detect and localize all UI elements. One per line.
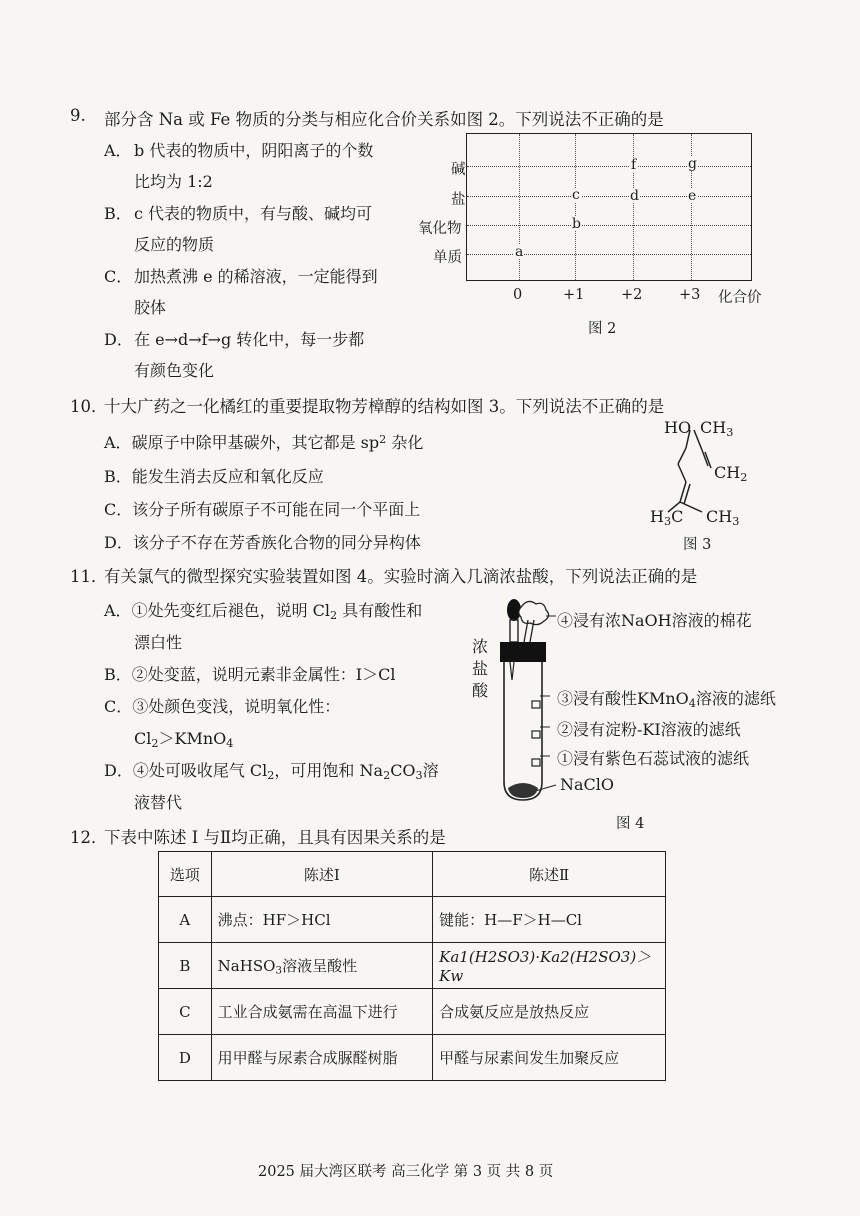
q10-option-c-text: 该分子所有碳原子不可能在同一个平面上 [132,500,421,519]
fig4-label-1: ①浸有紫色石蕊试液的滤纸 [557,749,750,768]
point-c: c [572,187,580,203]
q9-option-c-line1: 加热煮沸 e 的稀溶液，一定能得到 [134,267,378,286]
nahso-sub: 3 [275,964,283,977]
q10-number: 10． [70,397,108,416]
table-cell-s2: Ka1(H2SO3)·Ka2(H2SO3)＞Kw [433,943,666,989]
q11-option-c-label: C． [104,697,133,716]
q11-option-c-line2 [134,726,233,750]
q10-option-b-text: 能发生消去反应和氧化反应 [131,467,324,486]
q10-option-c [104,497,420,520]
dropper-tube [510,620,518,642]
ch2-text: CH [714,463,741,482]
table-header-statement2: 陈述Ⅱ [433,852,666,897]
q11-option-a [104,598,422,622]
fig4-solid-label: NaClO [560,775,615,794]
table-cell-option: C [159,989,212,1035]
q9-option-b-line2: 反应的物质 [134,235,215,254]
acid-label-3: 酸 [472,681,489,700]
figure-4-caption: 图 4 [616,816,645,832]
table-row [159,943,666,989]
fig3-ch3-right [706,507,739,528]
q9-stem: 部分含 Na 或 Fe 物质的分类与相应化合价关系如图 2。下列说法不正确的是 [104,110,664,129]
d-post: 溶 [422,761,439,780]
h3c-sub: 3 [663,514,672,528]
table-cell-s1 [211,943,432,989]
d-sub2: 2 [383,768,391,782]
h3c-h: H [650,507,664,526]
q9-option-a-line1: b 代表的物质中，阴阳离子的个数 [134,141,374,160]
table-row [159,989,666,1035]
q10-option-a-tail: 杂化 [386,433,424,452]
q11-option-a-line2: 漂白性 [134,633,183,652]
q11-option-c-text: ③处颜色变浅，说明氧化性： [132,697,341,716]
q11-option-d-label: D． [104,761,133,780]
grid-hline [467,254,751,255]
q9-option-d-label: D． [104,330,133,349]
d-sub1: 2 [267,768,275,782]
q11-option-c [104,694,340,717]
figure-2-caption: 图 2 [588,321,617,337]
x-tick-plus1: +1 [563,287,585,303]
table-cell-s1: 用甲醛与尿素合成脲醛树脂 [211,1035,432,1081]
grid-vline [633,134,634,280]
q10-option-d-text: 该分子不存在芳香族化合物的同分异构体 [132,533,421,552]
table-header-row [159,852,666,897]
table-header-statement1: 陈述Ⅰ [211,852,432,897]
q9-option-b-label: B． [104,204,132,223]
fig3-ho: HO [664,418,692,437]
point-d: d [630,188,639,204]
d-mid2: CO [390,761,416,780]
table-cell-s1: 沸点：HF＞HCl [211,897,432,943]
q10-option-a-sup: 2 [379,432,387,446]
ch3-sub: 3 [726,425,734,439]
q11-option-b-text: ②处变蓝，说明元素非金属性：I＞Cl [131,665,396,684]
fig3-ch3-top [700,418,733,439]
q9-option-c-label: C． [104,267,133,286]
point-a: a [515,244,524,260]
fig4-label-2: ②浸有淀粉-KI溶液的滤纸 [557,720,741,739]
table-cell-s2: 甲醛与尿素间发生加聚反应 [433,1035,666,1081]
naclo-solid [508,783,538,798]
q12-stem: 下表中陈述 I 与Ⅱ均正确，且具有因果关系的是 [104,828,446,847]
y-label-element: 单质 [433,250,462,266]
q11-option-b-label: B． [104,665,132,684]
q11-number: 11． [70,567,108,586]
filter-paper-1 [532,759,540,766]
kmno-text: ＞KMnO [158,729,227,748]
table-cell-option: B [159,943,212,989]
x-tick-0: 0 [513,287,523,303]
q11-option-d-line2: 液替代 [134,793,183,812]
filter-paper-3 [532,701,540,708]
x-axis-label: 化合价 [718,290,762,306]
bond [678,448,686,464]
ch3r-sub: 3 [732,514,740,528]
q10-option-b-label: B． [104,467,132,486]
q10-option-a [104,430,423,453]
table-cell-option: A [159,897,212,943]
nahso-text: NaHSO [217,956,276,975]
label3-sub: 4 [688,696,696,710]
q10-option-d-label: D． [104,533,133,552]
point-f: f [631,157,637,173]
point-e: e [688,188,697,204]
bond [678,464,686,482]
x-tick-plus3: +3 [679,287,701,303]
table-cell-s1: 工业合成氨需在高温下进行 [211,989,432,1035]
q12-table [158,851,666,1081]
table-cell-s2: 键能：H—F＞H—Cl [433,897,666,943]
q9-option-a-label: A． [104,141,132,160]
cl-sub: 2 [151,736,159,750]
nahso-tail: 溶液呈酸性 [282,956,358,975]
point-b: b [572,216,581,232]
q9-option-b-line1: c 代表的物质中，有与酸、碱均可 [134,204,373,223]
page-footer: 2025 届大湾区联考 高三化学 第 3 页 共 8 页 [258,1164,554,1180]
q12-number: 12． [70,828,108,847]
grid-vline [575,134,576,280]
cl-text: Cl [134,729,152,748]
grid-hline [467,196,751,197]
grid-hline [467,225,751,226]
q10-option-d [104,530,421,553]
fig4-label-3 [557,686,776,710]
grid-hline [467,166,751,167]
q9-number: 9. [70,106,86,125]
d-mid: ，可用饱和 Na [274,761,384,780]
h3c-c: C [671,507,684,526]
label3-text: ③浸有酸性KMnO [557,689,689,708]
q10-option-c-label: C． [104,500,133,519]
table-row [159,1035,666,1081]
table-header-option: 选项 [159,852,212,897]
q9-option-d-line2: 有颜色变化 [134,361,215,380]
q10-option-a-label: A． [104,433,132,452]
y-label-oxide: 氧化物 [418,221,462,237]
dropper-tip [510,662,514,680]
figure-2-grid [466,133,752,281]
d-sub3: 3 [415,768,423,782]
q9-option-c-line2: 胶体 [134,298,167,317]
q11-option-a-sub: 2 [330,608,338,622]
filter-paper-2 [532,731,540,738]
q11-stem: 有关氯气的微型探究实验装置如图 4。实验时滴入几滴浓盐酸，下列说法正确的是 [104,567,698,586]
fig3-h3c [650,507,683,528]
x-tick-plus2: +2 [621,287,643,303]
q9-option-a-line2: 比均为 1:2 [134,172,213,191]
table-cell-s2: 合成氨反应是放热反应 [433,989,666,1035]
q11-option-a-tail: 具有酸性和 [337,601,423,620]
table-cell-option: D [159,1035,212,1081]
acid-label-2: 盐 [472,659,489,678]
q11-option-b [104,662,395,685]
table-row [159,897,666,943]
q10-option-a-text: 碳原子中除甲基碳外，其它都是 sp [131,433,380,452]
y-label-salt: 盐 [451,192,466,208]
q11-option-d-text: ④处可吸收尾气 Cl [132,761,268,780]
kmno-sub: 4 [226,736,234,750]
acid-label-1: 浓 [472,637,489,656]
stopper [500,642,546,662]
q10-stem: 十大广药之一化橘红的重要提取物芳樟醇的结构如图 3。下列说法不正确的是 [104,397,665,416]
figure-3-caption: 图 3 [683,537,712,553]
q11-option-a-label: A． [104,601,132,620]
point-g: g [688,156,697,172]
ch3r-text: CH [706,507,733,526]
q11-option-d [104,758,439,782]
ch2-sub: 2 [740,470,748,484]
y-label-base: 碱 [451,162,466,178]
q10-option-b [104,464,324,487]
ch3-text: CH [700,418,727,437]
fig4-label-4: ④浸有浓NaOH溶液的棉花 [557,611,752,630]
q11-option-a-text: ①处先变红后褪色，说明 Cl [131,601,331,620]
fig3-ch2 [714,463,747,484]
q9-option-d-line1: 在 e→d→f→g 转化中，每一步都 [134,330,365,349]
label3-tail: 溶液的滤纸 [695,689,776,708]
